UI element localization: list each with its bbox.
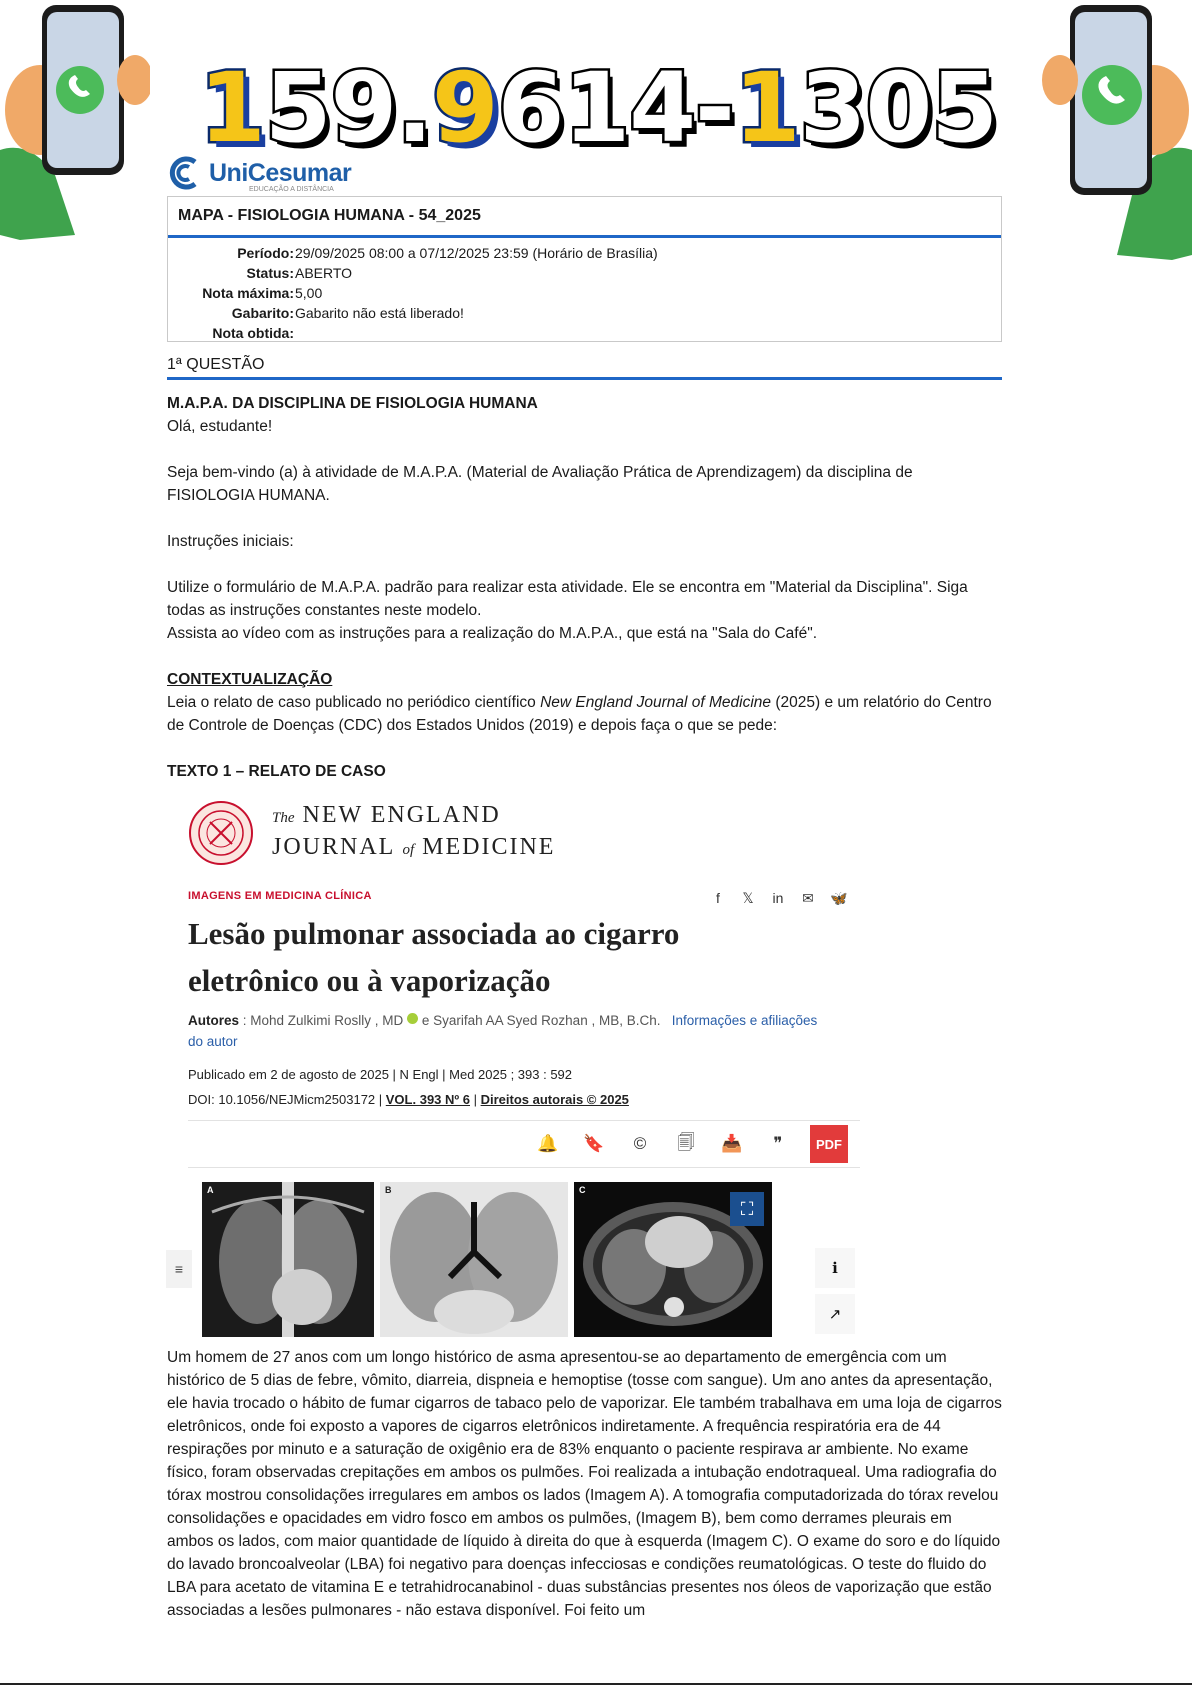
nejm-seal-icon: [188, 800, 254, 866]
metrics-icon[interactable]: ↗: [815, 1294, 855, 1334]
published-line: Publicado em 2 de agosto de 2025 | N Engl | Med 2025 ; 393 : 592: [188, 1067, 573, 1082]
meta-row-status: [168, 263, 1001, 283]
phone-digit: 1: [198, 52, 265, 164]
phone-digit: 9: [431, 52, 498, 164]
info-icon[interactable]: ℹ: [815, 1248, 855, 1288]
meta-value: ABERTO: [295, 265, 353, 281]
image-b-ct-coronal[interactable]: [380, 1182, 568, 1337]
image-c-ct-axial[interactable]: [574, 1182, 772, 1337]
meta-label: Nota obtida:: [212, 325, 294, 341]
brand-medicine: MEDICINE: [422, 834, 556, 860]
phone-digit: 9.: [330, 52, 432, 164]
nejm-article-figure: [174, 790, 860, 1340]
brand-journal: JOURNAL: [272, 834, 395, 860]
instructions-title: Instruções iniciais:: [167, 533, 294, 550]
article-authors: Autores : Mohd Zulkimi Roslly , MD e Syarifah AA Syed Rozhan , MB, B.Ch. Informações e afiliações do autor: [188, 1013, 818, 1049]
brand-the: The: [272, 810, 295, 826]
phone-illustration-left: [0, 0, 150, 260]
meta-value: 29/09/2025 08:00 a 07/12/2025 23:59 (Horário de Brasília): [295, 245, 658, 261]
doi: DOI: 10.1056/NEJMicm2503172: [188, 1092, 376, 1107]
pdf-icon[interactable]: PDF: [810, 1125, 848, 1163]
assessment-title: MAPA - FISIOLOGIA HUMANA - 54_2025: [168, 197, 1001, 238]
brand-line1: NEW ENGLAND: [302, 802, 501, 828]
case-report-text: Um homem de 27 anos com um longo histórico de asma apresentou-se ao departamento de emergência com um histórico de 5 dias de febre, vômito, diarreia, dispneia e hemoptise (tosse com sangue). Um ano antes da apresentação, ele havia trocado o hábito de fumar cigarros de tabaco pelo de vaporizar. Ele também trabalhava em uma loja de cigarros eletrônicos, onde foi exposto a vapores de cigarros eletrônicos indiretamente. A frequência respiratória era de 44 respirações por minuto e a saturação de oxigênio era de 83% enquanto o paciente respirava ar ambiente. No exame físico, foram observadas crepitações em ambos os pulmões. Foi realizada a intubação endotraqueal. Uma radiografia do tórax mostrou consolidações irregulares em ambos os lados (Imagem A). A tomografia computadorizada do tórax revelou consolidações e opacidades em vidro fosco em ambos os pulmões, (Imagem B), bem como derrames pleurais em ambos os lados, com maior quantidade de líquido à direita do que à esquerda (Imagem C). O exame do soro e do líquido do lavado broncoalveolar (LBA) foi negativo para doenças infecciosas e condições reumatológicas. O teste do fluido do LBA para acetato de vitamina E e tetrahidrocanabinol - duas substâncias presentes nos óleos de vaporização que estão associadas a lesões pulmonares - não estava disponível. Foi feito um: [167, 1349, 1002, 1619]
meta-label: Nota máxima:: [202, 285, 294, 301]
meta-row-gabarito: [168, 303, 1001, 323]
journal-name: New England Journal of Medicine: [540, 694, 772, 711]
article-title: Lesão pulmonar associada ao cigarro eletrônico ou à vaporização: [188, 916, 680, 998]
phone-digit: 305: [799, 52, 998, 164]
menu-icon[interactable]: ≡: [166, 1250, 192, 1288]
meta-label: Período:: [237, 245, 294, 261]
nejm-masthead: [188, 800, 555, 866]
doi-line: DOI: 10.1056/NEJMicm2503172 | VOL. 393 Nº 6 | Direitos autorais © 2025: [188, 1092, 629, 1107]
bluesky-icon[interactable]: 🦋: [830, 890, 848, 906]
authors-label: Autores: [188, 1013, 240, 1028]
phone-digit: 5: [264, 52, 331, 164]
meta-label: Status:: [246, 265, 294, 281]
share-bar: [710, 890, 846, 907]
download-icon[interactable]: 📥: [721, 1134, 743, 1153]
context-pre: Leia o relato de caso publicado no periódico científico: [167, 694, 541, 711]
context-post: (2025) e um relatório do Centro de Controle de Doenças (CDC) dos Estados Unidos (2019) e depois faça o que se pede:: [167, 694, 992, 734]
meta-value: 5,00: [295, 285, 323, 301]
question-body: [167, 392, 1002, 783]
permissions-icon[interactable]: ©: [633, 1134, 647, 1153]
image-tag: B: [385, 1185, 392, 1195]
greeting: Olá, estudante!: [167, 418, 273, 435]
meta-row-nota-obtida: [168, 323, 1001, 343]
clinical-images: [202, 1182, 772, 1337]
section-label: IMAGENS EM MEDICINA CLÍNICA: [188, 890, 372, 902]
context-text: [167, 691, 1002, 737]
context-title: CONTEXTUALIZAÇÃO: [167, 671, 333, 688]
question-number: 1ª QUESTÃO: [167, 356, 1002, 380]
phone-illustration-right: [1042, 0, 1192, 260]
facebook-icon[interactable]: f: [716, 890, 720, 906]
author-2[interactable]: e Syarifah AA Syed Rozhan , MB, B.Ch.: [421, 1013, 661, 1028]
assessment-meta: [168, 238, 1001, 343]
x-icon[interactable]: 𝕏: [742, 890, 754, 906]
linkedin-icon[interactable]: in: [772, 890, 784, 906]
expand-icon[interactable]: ⛶: [730, 1192, 764, 1226]
article-toolbar: [188, 1120, 860, 1168]
assessment-header: [167, 196, 1002, 342]
volume-link[interactable]: VOL. 393 Nº 6: [385, 1092, 470, 1107]
phone-digit: 1: [733, 52, 800, 164]
logo-mark-icon: [167, 156, 205, 190]
bookmark-icon[interactable]: 🔖: [583, 1134, 605, 1153]
instruction-1: Utilize o formulário de M.A.P.A. padrão para realizar esta atividade. Ele se encontra em "Material da Disciplina". Siga todas as instruções constantes neste modelo.: [167, 579, 968, 619]
meta-value: [294, 323, 295, 343]
email-icon[interactable]: ✉: [802, 890, 814, 906]
copyright-link[interactable]: Direitos autorais © 2025: [480, 1092, 629, 1107]
meta-row-periodo: [168, 243, 1001, 263]
meta-row-nota-maxima: [168, 283, 1001, 303]
publication-info: [188, 1062, 629, 1112]
author-info-link[interactable]: Informações e afiliações do autor: [188, 1013, 818, 1049]
orcid-icon[interactable]: [407, 1013, 418, 1024]
bell-icon[interactable]: 🔔: [537, 1134, 559, 1153]
image-tag: A: [207, 1185, 214, 1195]
unicesumar-logo: [167, 156, 352, 193]
logo-tagline: EDUCAÇÃO A DISTÂNCIA: [249, 186, 334, 193]
text1-title: TEXTO 1 – RELATO DE CASO: [167, 763, 386, 780]
cite-icon[interactable]: ❞: [773, 1134, 783, 1153]
phone-digit: 614-: [497, 52, 734, 164]
nejm-wordmark: [272, 801, 555, 865]
brand-of: of: [402, 842, 415, 858]
author-1[interactable]: Mohd Zulkimi Roslly , MD: [250, 1013, 404, 1028]
meta-label: Gabarito:: [231, 305, 294, 321]
logo-brand: UniCesumar: [209, 158, 352, 187]
image-tag: C: [579, 1185, 586, 1195]
question-heading: M.A.P.A. DA DISCIPLINA DE FISIOLOGIA HUMANA: [167, 395, 538, 412]
copy-icon[interactable]: 🗐: [677, 1132, 695, 1152]
meta-value: Gabarito não está liberado!: [295, 305, 464, 321]
phone-number-banner: [158, 52, 1038, 164]
image-a-chest-xray[interactable]: [202, 1182, 374, 1337]
instruction-2: Assista ao vídeo com as instruções para a realização do M.A.P.A., que está na "Sala do Café".: [167, 625, 818, 642]
welcome-text: Seja bem-vindo (a) à atividade de M.A.P.A. (Material de Avaliação Prática de Aprendizagem) da disciplina de FISIOLOGIA HUMANA.: [167, 464, 913, 504]
